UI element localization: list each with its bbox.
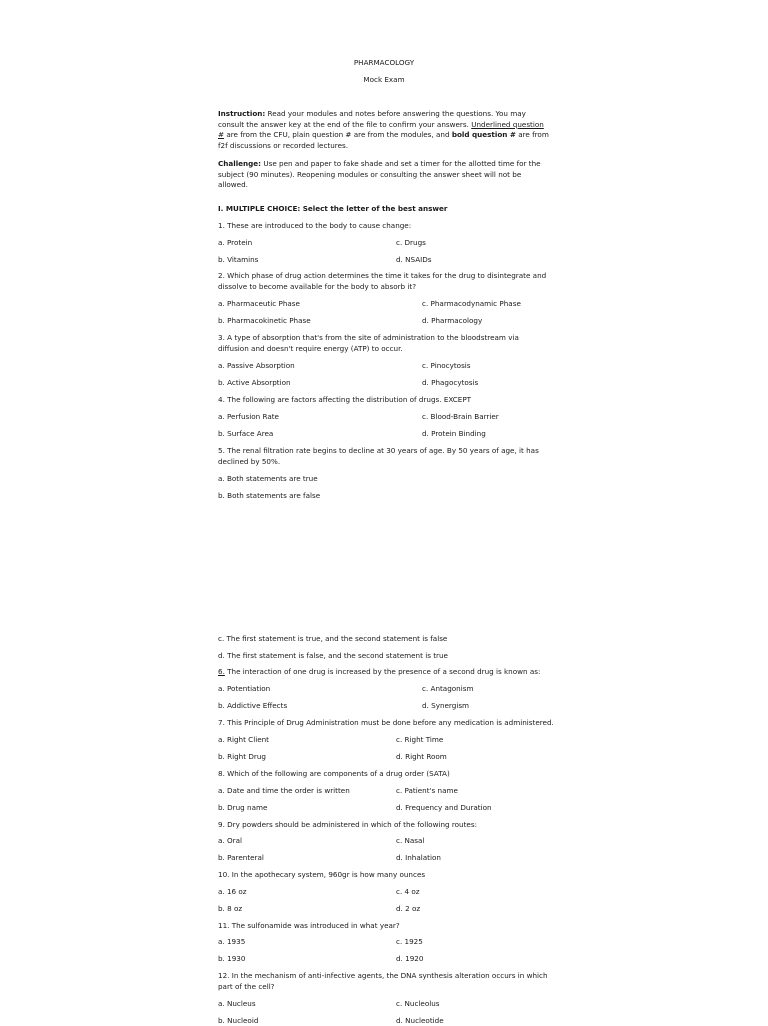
q1-option-d: d. NSAIDs bbox=[396, 255, 432, 264]
q9-option-d: d. Inhalation bbox=[396, 853, 441, 862]
instruction-label: Instruction: bbox=[218, 109, 266, 118]
q8-option-b: b. Drug name bbox=[218, 803, 268, 812]
q7-option-a: a. Right Client bbox=[218, 735, 269, 744]
instruction-bold: bold question # bbox=[451, 130, 516, 140]
q6-number: 6. bbox=[218, 667, 225, 676]
q5-option-a: a. Both statements are true bbox=[218, 474, 318, 483]
q5-option-d: d. The first statement is false, and the second statement is true bbox=[218, 651, 448, 660]
instruction-underlined: Underlined question # bbox=[218, 119, 544, 140]
q9-option-c: c. Nasal bbox=[396, 836, 425, 845]
q3-option-a: a. Passive Absorption bbox=[218, 361, 295, 370]
q3-option-c: c. Pinocytosis bbox=[422, 361, 471, 370]
instruction-text-1: Read your modules and notes before answering the questions. You may consult the answer key at the end of the file to confirm your answers. bbox=[218, 109, 526, 129]
instruction-paragraph bbox=[218, 109, 550, 151]
q11-stem: 11. The sulfonamide was introduced in what year? bbox=[218, 921, 400, 930]
q12-option-b: b. Nucleoid bbox=[218, 1016, 259, 1025]
q4-stem: 4. The following are factors affecting the distribution of drugs. EXCEPT bbox=[218, 395, 472, 404]
q2-stem: 2. Which phase of drug action determines the time it takes for the drug to disintegrate and dissolve to become available for the body to absorb it? bbox=[218, 271, 547, 291]
q3-option-b: b. Active Absorption bbox=[218, 378, 291, 387]
q7-option-c: c. Right Time bbox=[396, 735, 444, 744]
q2-option-d: d. Pharmacology bbox=[422, 316, 483, 325]
challenge-paragraph bbox=[218, 159, 550, 191]
document-subtitle: Mock Exam bbox=[363, 75, 405, 84]
q8-option-c: c. Patient's name bbox=[396, 786, 458, 795]
q3-stem: 3. A type of absorption that's from the site of administration to the bloodstream via diffusion and doesn't require energy (ATP) to occur. bbox=[218, 333, 519, 353]
document-title: PHARMACOLOGY bbox=[353, 58, 415, 67]
q11-option-b: b. 1930 bbox=[218, 954, 246, 963]
q1-option-b: b. Vitamins bbox=[218, 255, 259, 264]
q10-stem: 10. In the apothecary system, 960gr is how many ounces bbox=[218, 870, 426, 879]
q10-option-b: b. 8 oz bbox=[218, 904, 243, 913]
q11-option-c: c. 1925 bbox=[396, 937, 423, 946]
q4-option-a: a. Perfusion Rate bbox=[218, 412, 279, 421]
q6-option-c: c. Antagonism bbox=[422, 684, 474, 693]
challenge-text: Use pen and paper to fake shade and set a timer for the allotted time for the subject (90 minutes). Reopening modules or consulting the answer sheet will not be allowed. bbox=[218, 159, 541, 190]
q1-stem: 1. These are introduced to the body to cause change: bbox=[218, 221, 412, 230]
q11-option-a: a. 1935 bbox=[218, 937, 246, 946]
q10-option-d: d. 2 oz bbox=[396, 904, 421, 913]
q5-stem: 5. The renal filtration rate begins to decline at 30 years of age. By 50 years of age, it has declined by 50%. bbox=[218, 446, 539, 466]
q2-option-a: a. Pharmaceutic Phase bbox=[218, 299, 300, 308]
q10-option-c: c. 4 oz bbox=[396, 887, 420, 896]
q8-option-d: d. Frequency and Duration bbox=[396, 803, 492, 812]
q6-option-a: a. Potentiation bbox=[218, 684, 271, 693]
q12-option-c: c. Nucleolus bbox=[396, 999, 440, 1008]
q1-option-c: c. Drugs bbox=[396, 238, 426, 247]
q3-option-d: d. Phagocytosis bbox=[422, 378, 479, 387]
q2-option-b: b. Pharmacokinetic Phase bbox=[218, 316, 311, 325]
q6-option-d: d. Synergism bbox=[422, 701, 470, 710]
instruction-text-2: are from the CFU, plain question # are from the modules, and bbox=[224, 130, 452, 140]
challenge-label: Challenge: bbox=[218, 159, 262, 168]
q7-stem: 7. This Principle of Drug Administration must be done before any medication is administered. bbox=[218, 718, 554, 727]
q9-option-a: a. Oral bbox=[218, 836, 242, 845]
q1-option-a: a. Protein bbox=[218, 238, 253, 247]
q2-option-c: c. Pharmacodynamic Phase bbox=[422, 299, 521, 308]
q6-option-b: b. Addictive Effects bbox=[218, 701, 288, 710]
q12-option-a: a. Nucleus bbox=[218, 999, 256, 1008]
q12-stem: 12. In the mechanism of anti-infective agents, the DNA synthesis alteration occurs in which part of the cell? bbox=[218, 971, 548, 991]
q4-option-b: b. Surface Area bbox=[218, 429, 274, 438]
q6-stem bbox=[218, 667, 540, 677]
section-heading: I. MULTIPLE CHOICE: Select the letter of the best answer bbox=[218, 204, 448, 213]
q9-option-b: b. Parenteral bbox=[218, 853, 264, 862]
q12-option-d: d. Nucleotide bbox=[396, 1016, 444, 1025]
q7-option-b: b. Right Drug bbox=[218, 752, 266, 761]
q9-stem: 9. Dry powders should be administered in which of the following routes: bbox=[218, 820, 478, 829]
q5-option-c: c. The first statement is true, and the second statement is false bbox=[218, 634, 448, 643]
q7-option-d: d. Right Room bbox=[396, 752, 447, 761]
q5-option-b: b. Both statements are false bbox=[218, 491, 321, 500]
q10-option-a: a. 16 oz bbox=[218, 887, 247, 896]
q11-option-d: d. 1920 bbox=[396, 954, 424, 963]
q4-option-d: d. Protein Binding bbox=[422, 429, 486, 438]
instruction-text-3: are from f2f discussions or recorded lectures. bbox=[218, 130, 549, 150]
q4-option-c: c. Blood-Brain Barrier bbox=[422, 412, 499, 421]
q6-stem-text: The interaction of one drug is increased by the presence of a second drug is known as: bbox=[224, 667, 541, 676]
q8-option-a: a. Date and time the order is written bbox=[218, 786, 350, 795]
q8-stem: 8. Which of the following are components of a drug order (SATA) bbox=[218, 769, 450, 778]
